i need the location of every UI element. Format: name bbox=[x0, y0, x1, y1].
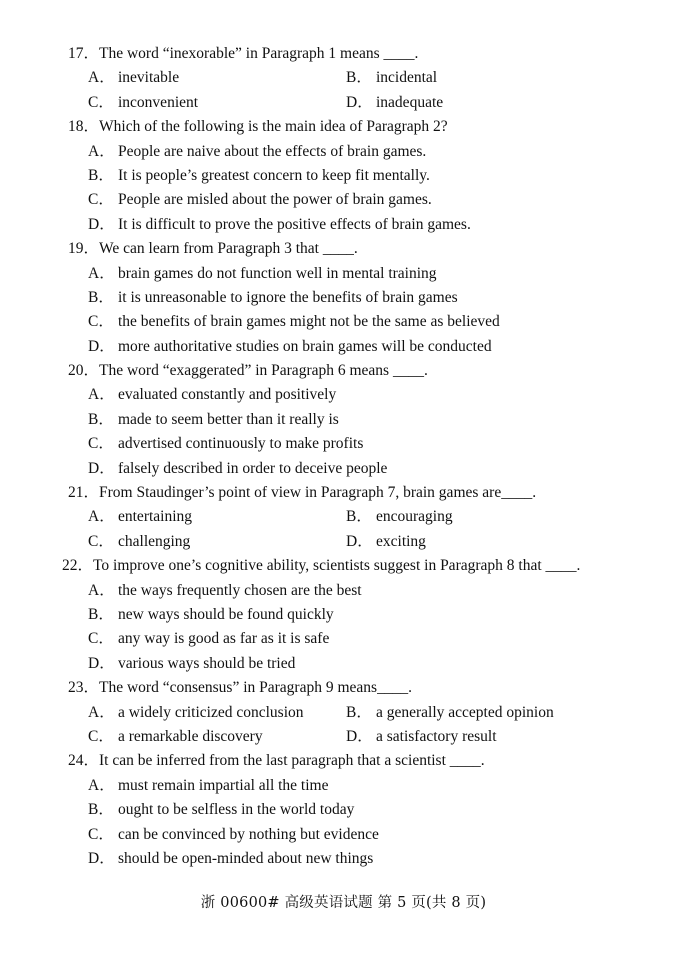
option-letter: D． bbox=[88, 849, 115, 867]
question-stem bbox=[0, 237, 687, 261]
option-text: inevitable bbox=[118, 69, 180, 87]
option-text: advertised continuously to make profits bbox=[118, 435, 364, 453]
option-text: ought to be selfless in the world today bbox=[118, 801, 355, 819]
option-text: People are misled about the power of brain games. bbox=[118, 191, 432, 209]
option-b bbox=[88, 286, 458, 310]
option-text: a satisfactory result bbox=[376, 727, 497, 745]
option-d bbox=[88, 847, 373, 871]
question-20 bbox=[0, 359, 687, 481]
question-17 bbox=[0, 42, 687, 115]
question-stem bbox=[0, 749, 687, 773]
option-row bbox=[0, 383, 687, 407]
option-d bbox=[346, 725, 497, 749]
question-stem bbox=[0, 481, 687, 505]
question-number: 17． bbox=[68, 45, 100, 62]
option-row bbox=[0, 286, 687, 310]
option-letter: B． bbox=[88, 605, 114, 623]
option-letter: D． bbox=[88, 654, 115, 672]
option-row bbox=[0, 725, 687, 749]
option-text: a widely criticized conclusion bbox=[118, 703, 304, 721]
option-text: must remain impartial all the time bbox=[118, 776, 329, 794]
option-row bbox=[0, 140, 687, 164]
option-letter: C． bbox=[88, 93, 114, 111]
option-text: should be open-minded about new things bbox=[118, 849, 374, 867]
option-text: various ways should be tried bbox=[118, 654, 296, 672]
option-a bbox=[88, 579, 362, 603]
option-row bbox=[0, 262, 687, 286]
option-a bbox=[88, 66, 179, 90]
option-text: can be convinced by nothing but evidence bbox=[118, 825, 379, 843]
option-letter: C． bbox=[88, 727, 114, 745]
question-text: The word “exaggerated” in Paragraph 6 means ____. bbox=[99, 362, 428, 380]
question-text: Which of the following is the main idea of Paragraph 2? bbox=[99, 118, 448, 136]
option-row bbox=[0, 530, 687, 554]
option-row bbox=[0, 505, 687, 529]
option-letter: D． bbox=[346, 727, 373, 745]
option-letter: D． bbox=[88, 337, 115, 355]
option-b bbox=[346, 505, 453, 529]
option-letter: D． bbox=[88, 459, 115, 477]
option-row bbox=[0, 774, 687, 798]
option-letter: B． bbox=[88, 410, 114, 428]
option-row bbox=[0, 798, 687, 822]
option-text: brain games do not function well in mental training bbox=[118, 264, 437, 282]
option-a bbox=[88, 383, 336, 407]
option-a bbox=[88, 262, 437, 286]
option-d bbox=[346, 530, 426, 554]
question-number: 20． bbox=[68, 362, 100, 380]
option-row bbox=[0, 579, 687, 603]
option-a bbox=[88, 701, 304, 725]
option-a bbox=[88, 140, 426, 164]
option-letter: A． bbox=[88, 264, 115, 282]
option-text: People are naive about the effects of brain games. bbox=[118, 142, 427, 160]
option-letter: B． bbox=[346, 508, 372, 526]
option-text: new ways should be found quickly bbox=[118, 605, 334, 623]
question-number: 24． bbox=[68, 752, 100, 770]
exam-page bbox=[0, 42, 687, 871]
question-number: 18． bbox=[68, 118, 100, 136]
option-letter: B． bbox=[346, 703, 372, 721]
option-row bbox=[0, 432, 687, 456]
option-row bbox=[0, 603, 687, 627]
question-stem bbox=[0, 554, 687, 578]
question-23 bbox=[0, 676, 687, 749]
option-row bbox=[0, 164, 687, 188]
question-text: The word “inexorable” in Paragraph 1 means ____. bbox=[99, 45, 419, 62]
question-stem bbox=[0, 115, 687, 139]
option-text: evaluated constantly and positively bbox=[118, 386, 337, 404]
question-stem bbox=[0, 676, 687, 700]
option-letter: B． bbox=[346, 69, 372, 87]
question-number: 22． bbox=[62, 557, 94, 575]
option-letter: A． bbox=[88, 69, 115, 87]
option-letter: A． bbox=[88, 703, 115, 721]
option-row bbox=[0, 66, 687, 90]
question-number: 23． bbox=[68, 679, 100, 697]
option-text: encouraging bbox=[376, 508, 453, 526]
option-row bbox=[0, 310, 687, 334]
option-row bbox=[0, 627, 687, 651]
option-letter: A． bbox=[88, 508, 115, 526]
option-letter: D． bbox=[346, 93, 373, 111]
option-row bbox=[0, 457, 687, 481]
option-text: challenging bbox=[118, 532, 191, 550]
option-letter: C． bbox=[88, 435, 114, 453]
option-c bbox=[88, 627, 329, 651]
option-letter: A． bbox=[88, 776, 115, 794]
question-21 bbox=[0, 481, 687, 554]
option-d bbox=[346, 91, 443, 115]
question-text: The word “consensus” in Paragraph 9 means____. bbox=[99, 679, 412, 697]
option-d bbox=[88, 335, 492, 359]
option-row bbox=[0, 91, 687, 115]
option-d bbox=[88, 457, 387, 481]
option-text: falsely described in order to deceive people bbox=[118, 459, 388, 477]
option-text: entertaining bbox=[118, 508, 193, 526]
option-c bbox=[88, 91, 198, 115]
page-footer: 浙 00600# 高级英语试题 第 5 页(共 8 页) bbox=[200, 895, 487, 911]
option-row bbox=[0, 213, 687, 237]
option-b bbox=[346, 66, 437, 90]
option-c bbox=[88, 188, 432, 212]
question-19 bbox=[0, 237, 687, 359]
option-row bbox=[0, 652, 687, 676]
option-text: made to seem better than it really is bbox=[118, 410, 339, 428]
question-stem bbox=[0, 359, 687, 383]
option-b bbox=[88, 603, 334, 627]
option-text: incidental bbox=[376, 69, 438, 87]
option-row bbox=[0, 188, 687, 212]
option-c bbox=[88, 725, 263, 749]
option-text: a remarkable discovery bbox=[118, 727, 263, 745]
option-letter: B． bbox=[88, 801, 114, 819]
option-c bbox=[88, 823, 379, 847]
option-text: the ways frequently chosen are the best bbox=[118, 581, 362, 599]
option-letter: B． bbox=[88, 166, 114, 184]
option-text: inconvenient bbox=[118, 93, 199, 111]
option-row bbox=[0, 847, 687, 871]
option-b bbox=[88, 408, 339, 432]
question-22 bbox=[0, 554, 687, 676]
option-text: it is unreasonable to ignore the benefits of brain games bbox=[118, 288, 458, 306]
question-text: We can learn from Paragraph 3 that ____. bbox=[99, 240, 358, 258]
question-stem bbox=[0, 42, 687, 66]
option-row bbox=[0, 823, 687, 847]
option-a bbox=[88, 774, 328, 798]
option-letter: C． bbox=[88, 532, 114, 550]
option-d bbox=[88, 213, 471, 237]
option-letter: C． bbox=[88, 313, 114, 331]
option-text: more authoritative studies on brain games will be conducted bbox=[118, 337, 492, 355]
option-row bbox=[0, 335, 687, 359]
option-c bbox=[88, 530, 190, 554]
question-number: 21． bbox=[68, 484, 100, 502]
option-text: It is people’s greatest concern to keep fit mentally. bbox=[118, 166, 430, 184]
option-b bbox=[88, 164, 430, 188]
option-row bbox=[0, 408, 687, 432]
option-b bbox=[88, 798, 354, 822]
question-text: From Staudinger’s point of view in Paragraph 7, brain games are____. bbox=[99, 484, 537, 502]
option-letter: A． bbox=[88, 386, 115, 404]
option-text: any way is good as far as it is safe bbox=[118, 630, 330, 648]
option-letter: A． bbox=[88, 142, 115, 160]
option-letter: D． bbox=[346, 532, 373, 550]
option-text: inadequate bbox=[376, 93, 444, 111]
option-c bbox=[88, 310, 500, 334]
question-text: It can be inferred from the last paragraph that a scientist ____. bbox=[99, 752, 485, 770]
option-c bbox=[88, 432, 363, 456]
option-letter: C． bbox=[88, 191, 114, 209]
option-a bbox=[88, 505, 192, 529]
option-text: It is difficult to prove the positive effects of brain games. bbox=[118, 215, 471, 233]
question-text: To improve one’s cognitive ability, scientists suggest in Paragraph 8 that ____. bbox=[93, 557, 581, 575]
option-letter: B． bbox=[88, 288, 114, 306]
question-18 bbox=[0, 115, 687, 237]
option-letter: A． bbox=[88, 581, 115, 599]
option-text: a generally accepted opinion bbox=[376, 703, 554, 721]
option-row bbox=[0, 701, 687, 725]
option-letter: D． bbox=[88, 215, 115, 233]
option-d bbox=[88, 652, 295, 676]
question-24 bbox=[0, 749, 687, 871]
option-text: the benefits of brain games might not be the same as believed bbox=[118, 313, 500, 331]
option-letter: C． bbox=[88, 825, 114, 843]
option-letter: C． bbox=[88, 630, 114, 648]
option-b bbox=[346, 701, 554, 725]
question-number: 19． bbox=[68, 240, 100, 258]
option-text: exciting bbox=[376, 532, 426, 550]
